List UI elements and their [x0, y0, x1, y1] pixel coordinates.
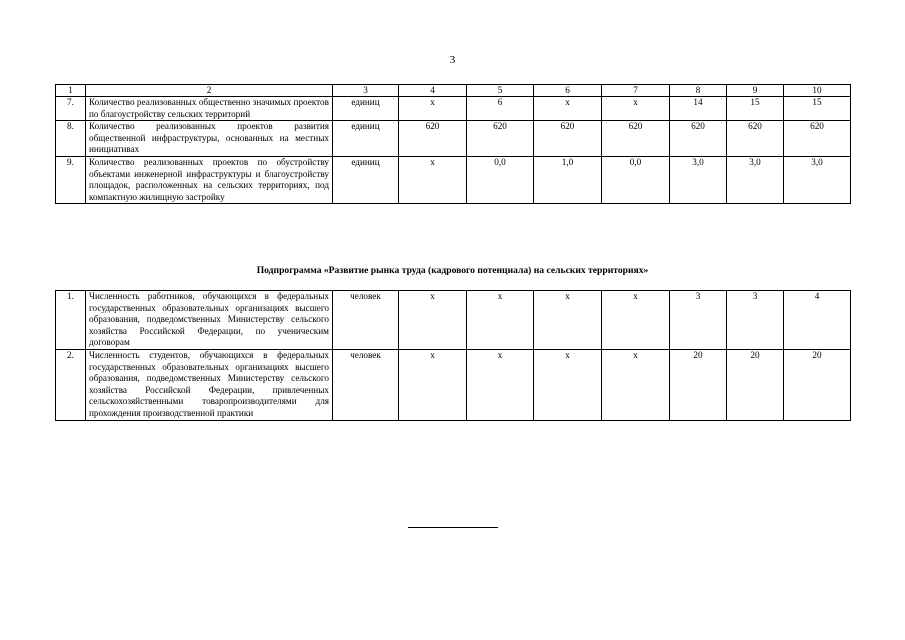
row-number: 7. — [56, 97, 86, 121]
unit-cell: человек — [333, 291, 399, 350]
value-cell: 620 — [399, 121, 467, 157]
value-cell: x — [399, 156, 467, 203]
value-cell: 20 — [727, 349, 784, 420]
value-cell: 3,0 — [670, 156, 727, 203]
value-cell: 620 — [670, 121, 727, 157]
column-header: 6 — [534, 85, 602, 97]
column-header: 1 — [56, 85, 86, 97]
unit-cell: человек — [333, 349, 399, 420]
value-cell: 3,0 — [727, 156, 784, 203]
column-header: 3 — [333, 85, 399, 97]
value-cell: x — [602, 97, 670, 121]
table-row — [56, 291, 851, 350]
value-cell: x — [467, 291, 534, 350]
column-header: 9 — [727, 85, 784, 97]
value-cell: x — [534, 291, 602, 350]
table-row — [56, 156, 851, 203]
value-cell: x — [602, 349, 670, 420]
column-header: 10 — [784, 85, 851, 97]
value-cell: x — [399, 291, 467, 350]
value-cell: 620 — [727, 121, 784, 157]
value-cell: 620 — [534, 121, 602, 157]
column-header: 7 — [602, 85, 670, 97]
value-cell: 0,0 — [467, 156, 534, 203]
value-cell: x — [399, 349, 467, 420]
table-header-row — [56, 85, 851, 97]
value-cell: 20 — [784, 349, 851, 420]
value-cell: 0,0 — [602, 156, 670, 203]
indicator-name: Количество реализованных общественно значимых проектов по благоустройству сельских территорий — [86, 97, 333, 121]
value-cell: 20 — [670, 349, 727, 420]
column-header: 4 — [399, 85, 467, 97]
value-cell: 4 — [784, 291, 851, 350]
value-cell: 6 — [467, 97, 534, 121]
column-header: 5 — [467, 85, 534, 97]
column-header: 2 — [86, 85, 333, 97]
value-cell: 620 — [467, 121, 534, 157]
row-number: 1. — [56, 291, 86, 350]
value-cell: x — [399, 97, 467, 121]
column-header: 8 — [670, 85, 727, 97]
value-cell: x — [534, 97, 602, 121]
value-cell: 14 — [670, 97, 727, 121]
unit-cell: единиц — [333, 97, 399, 121]
value-cell: x — [602, 291, 670, 350]
unit-cell: единиц — [333, 156, 399, 203]
unit-cell: единиц — [333, 121, 399, 157]
value-cell: 15 — [784, 97, 851, 121]
indicator-name: Количество реализованных проектов развития общественной инфраструктуры, основанных на местных инициативах — [86, 121, 333, 157]
table-row — [56, 349, 851, 420]
subprogram-title: Подпрограмма «Развитие рынка труда (кадрового потенциала) на сельских территориях» — [256, 265, 649, 276]
row-number: 2. — [56, 349, 86, 420]
value-cell: 15 — [727, 97, 784, 121]
indicator-name: Численность работников, обучающихся в федеральных государственных образовательных организациях высшего образования, подведомственных Министерству сельского хозяйства Российской Федерации, по ученическим договорам — [86, 291, 333, 350]
page-number: 3 — [449, 54, 456, 66]
indicators-table — [55, 84, 851, 204]
value-cell: 3,0 — [784, 156, 851, 203]
value-cell: 3 — [670, 291, 727, 350]
value-cell: 3 — [727, 291, 784, 350]
table-row — [56, 121, 851, 157]
footer-rule — [408, 527, 498, 528]
row-number: 8. — [56, 121, 86, 157]
value-cell: 620 — [602, 121, 670, 157]
value-cell: x — [467, 349, 534, 420]
value-cell: 1,0 — [534, 156, 602, 203]
value-cell: x — [534, 349, 602, 420]
table-row — [56, 97, 851, 121]
indicator-name: Численность студентов, обучающихся в федеральных государственных образовательных организациях высшего образования, подведомственных Министерству сельского хозяйства Российской Федерации, привлеченных сельскохозяйственными товаропроизводителями для прохождения производственной практики — [86, 349, 333, 420]
value-cell: 620 — [784, 121, 851, 157]
subprogram-table — [55, 290, 851, 421]
row-number: 9. — [56, 156, 86, 203]
indicator-name: Количество реализованных проектов по обустройству объектами инженерной инфраструктуры и благоустройству площадок, расположенных на сельских территориях, под компактную жилищную застройку — [86, 156, 333, 203]
